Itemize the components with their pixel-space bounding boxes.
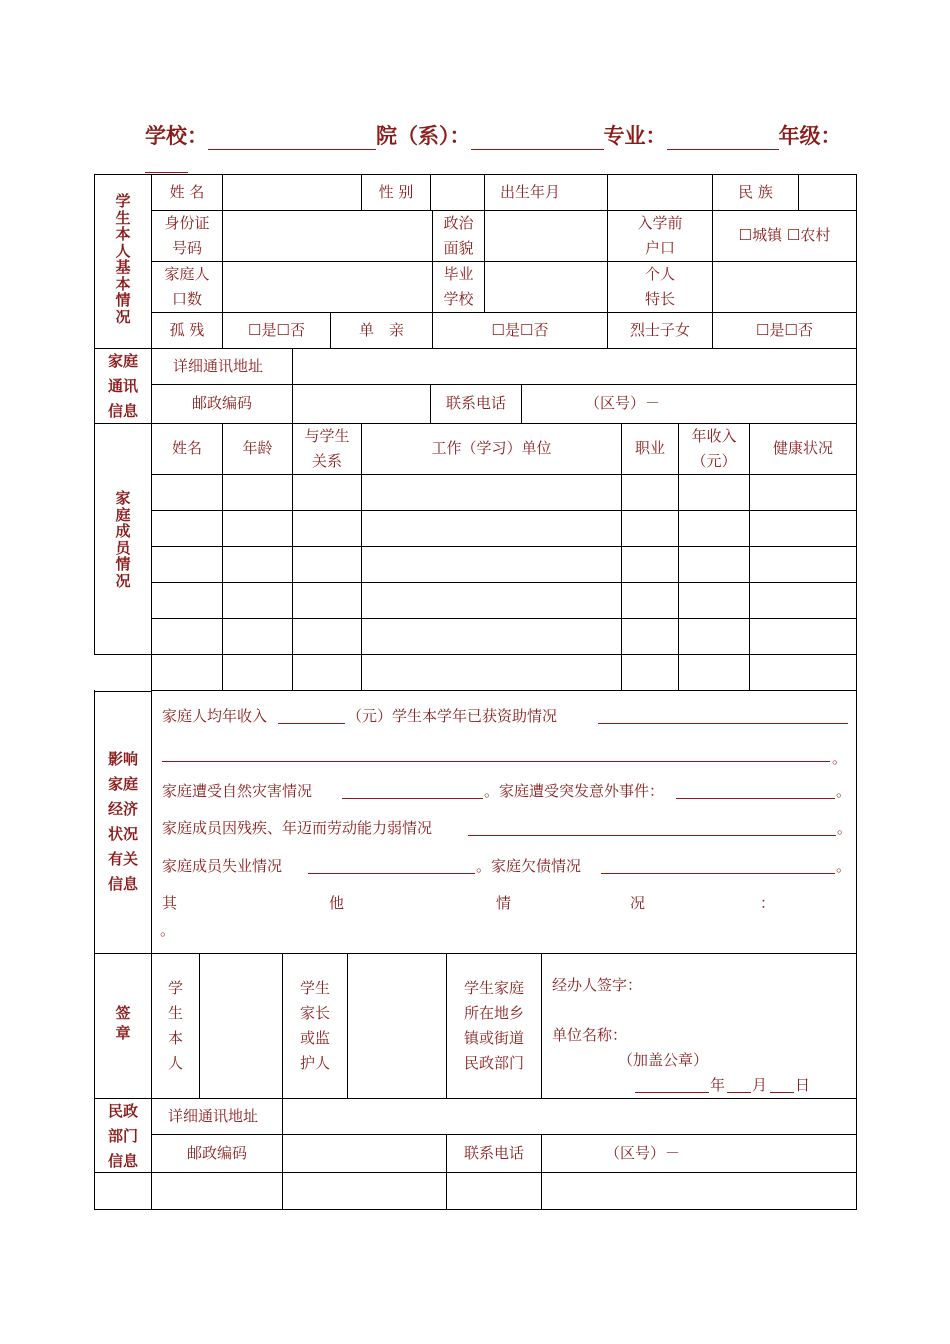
member-work-header: 工作（学习）单位	[431, 439, 552, 457]
economy-line1-a: 家庭人均年收入	[162, 707, 268, 725]
other-char-5: ：	[760, 894, 776, 912]
signature-section-title: 签 章	[115, 1004, 131, 1042]
unemployment-blank[interactable]	[308, 872, 475, 874]
contact-address-label: 详细通讯地址	[173, 357, 264, 375]
debt-blank[interactable]	[601, 872, 835, 874]
department-label: 院（系）：	[376, 123, 471, 148]
disaster-blank[interactable]	[342, 797, 483, 799]
aid-blank-cont[interactable]	[162, 760, 830, 762]
student-sign-label: 学 生 本 人	[167, 979, 183, 1072]
single-parent-label: 单 亲	[358, 321, 404, 339]
other-char-2: 他	[329, 894, 345, 912]
economy-line4-end: 。	[837, 819, 853, 837]
orphan-options[interactable]: ☐是☐否	[248, 321, 305, 339]
economy-line5-end: 。	[836, 857, 852, 875]
accident-blank[interactable]	[676, 797, 835, 799]
guardian-sign-label: 学生 家长 或监 护人	[299, 979, 330, 1072]
talent-label: 个人 特长	[644, 265, 675, 308]
member-job-header: 职业	[634, 439, 665, 457]
major-blank[interactable]	[667, 125, 779, 150]
disability-blank[interactable]	[468, 834, 836, 836]
economy-line3-a: 家庭遭受自然灾害情况	[162, 782, 313, 800]
contact-phone-label: 联系电话	[445, 394, 506, 412]
day-label: 日	[795, 1076, 811, 1094]
economy-line3-end: 。	[836, 782, 852, 800]
civil-phone-label: 联系电话	[463, 1144, 524, 1162]
income-blank[interactable]	[278, 722, 345, 724]
year-label: 年	[710, 1076, 726, 1094]
birth-label: 出生年月	[499, 183, 560, 201]
gender-label: 性 别	[378, 183, 414, 201]
members-section-title: 家庭成员情况	[115, 489, 131, 590]
seal-label: （加盖公章）	[618, 1051, 709, 1069]
family-size-label: 家庭人 口数	[164, 265, 210, 308]
grade-blank[interactable]	[145, 150, 188, 173]
civil-sign-label: 学生家庭 所在地乡 镇或街道 民政部门	[463, 979, 524, 1072]
martyr-label: 烈士子女	[629, 321, 690, 339]
economy-line4-a: 家庭成员因残疾、年迈而劳动能力弱情况	[162, 819, 433, 837]
hukou-label: 入学前 户口	[637, 214, 683, 257]
unit-name-label: 单位名称：	[552, 1026, 628, 1044]
other-char-1: 其	[162, 894, 178, 912]
major-label: 专业：	[603, 123, 667, 148]
student-section-title: 学生本人基本情况	[115, 192, 131, 326]
economy-line5-b: 。家庭欠债情况	[476, 857, 582, 875]
member-income-header: 年收入 （元）	[691, 427, 737, 470]
id-label: 身份证 号码	[164, 214, 210, 257]
month-label: 月	[752, 1076, 768, 1094]
other-char-3: 情	[496, 894, 512, 912]
contact-phone-format: （区号）－	[585, 394, 661, 412]
civil-address-label: 详细通讯地址	[168, 1107, 259, 1125]
department-blank[interactable]	[471, 125, 604, 150]
economy-section-title: 影响 家庭 经济 状况 有关 信息	[107, 750, 138, 893]
day-blank[interactable]	[770, 1091, 794, 1093]
reviewer-label: 经办人签字：	[552, 976, 643, 994]
other-end: 。	[160, 921, 176, 939]
civil-postcode-label: 邮政编码	[186, 1144, 247, 1162]
form-heading	[145, 120, 842, 150]
ethnicity-label: 民 族	[738, 183, 773, 201]
member-age-header: 年龄	[242, 439, 273, 457]
other-char-4: 况	[630, 894, 646, 912]
month-blank[interactable]	[727, 1091, 751, 1093]
economy-line3-b: 。家庭遭受突发意外事件：	[484, 782, 665, 800]
school-label-cell: 毕业 学校	[443, 265, 474, 308]
school-blank[interactable]	[208, 125, 376, 150]
school-label: 学校：	[145, 123, 208, 148]
year-blank[interactable]	[635, 1091, 709, 1093]
name-label: 姓 名	[169, 183, 205, 201]
member-name-header: 姓名	[171, 439, 202, 457]
aid-blank[interactable]	[598, 722, 848, 724]
contact-section-title: 家庭 通讯 信息	[107, 352, 138, 420]
economy-line1-b: （元）学生本学年已获资助情况	[347, 707, 558, 725]
grade-label: 年级：	[778, 123, 842, 148]
martyr-options[interactable]: ☐是☐否	[756, 321, 813, 339]
civil-phone-format: （区号）－	[605, 1144, 681, 1162]
member-relation-header: 与学生 关系	[304, 427, 350, 470]
hukou-options[interactable]: ☐城镇 ☐农村	[738, 226, 831, 244]
member-health-header: 健康状况	[772, 439, 833, 457]
economy-line2-end: 。	[832, 749, 848, 767]
single-parent-options[interactable]: ☐是☐否	[491, 321, 549, 339]
contact-postcode-label: 邮政编码	[191, 394, 252, 412]
civil-section-title: 民政 部门 信息	[107, 1102, 138, 1170]
economy-line5-a: 家庭成员失业情况	[162, 857, 283, 875]
orphan-label: 孤 残	[169, 321, 205, 339]
political-label: 政治 面貌	[443, 214, 474, 257]
